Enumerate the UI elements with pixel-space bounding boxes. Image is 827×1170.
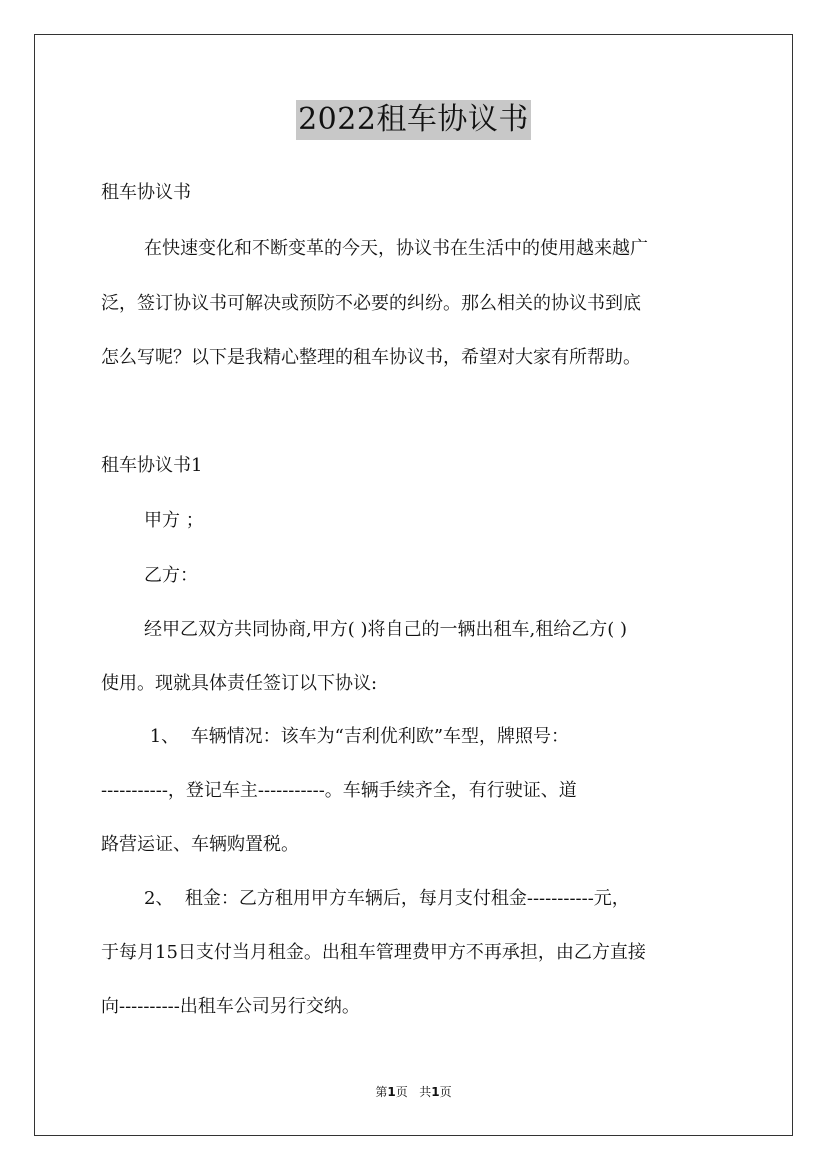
- item2-line-1: 2、 租金：乙方租用甲方车辆后，每月支付租金-----------元，: [144, 888, 630, 909]
- footer-page-total: 1: [431, 1085, 440, 1099]
- item1-line-2: -----------，登记车主-----------。车辆手续齐全，有行驶证、道: [101, 780, 577, 801]
- page-footer: [0, 1084, 827, 1100]
- para1-line-1: 经甲乙双方共同协商,甲方( )将自己的一辆出租车,租给乙方( ): [144, 619, 627, 640]
- title-container: [0, 100, 827, 140]
- footer-page-prefix: 第: [375, 1085, 388, 1099]
- intro-line-3: 怎么写呢？以下是我精心整理的租车协议书，希望对大家有所帮助。: [101, 347, 641, 368]
- footer-total-prefix: 共: [419, 1085, 432, 1099]
- intro-line-2: 泛，签订协议书可解决或预防不必要的纠纷。那么相关的协议书到底: [101, 293, 641, 314]
- document-title: 2022租车协议书: [296, 100, 531, 140]
- party-b-line: 乙方：: [144, 565, 198, 586]
- item1-line-1: 1、 车辆情况：该车为“吉利优利欧”车型，牌照号：: [144, 726, 570, 747]
- footer-total-suffix: 页: [439, 1085, 452, 1099]
- subtitle: 租车协议书: [101, 182, 191, 203]
- para1-line-2: 使用。现就具体责任签订以下协议:: [101, 673, 378, 694]
- party-a-line: 甲方 ；: [144, 510, 204, 531]
- item1-line-3: 路营运证、车辆购置税。: [101, 834, 299, 855]
- footer-page-current: 1: [387, 1085, 396, 1099]
- intro-line-1: 在快速变化和不断变革的今天，协议书在生活中的使用越来越广: [144, 238, 648, 259]
- item2-line-3: 向----------出租车公司另行交纳。: [101, 996, 360, 1017]
- footer-page-suffix: 页: [395, 1085, 408, 1099]
- item2-line-2: 于每月15日支付当月租金。出租车管理费甲方不再承担，由乙方直接: [101, 942, 646, 963]
- section-title: 租车协议书1: [101, 455, 203, 476]
